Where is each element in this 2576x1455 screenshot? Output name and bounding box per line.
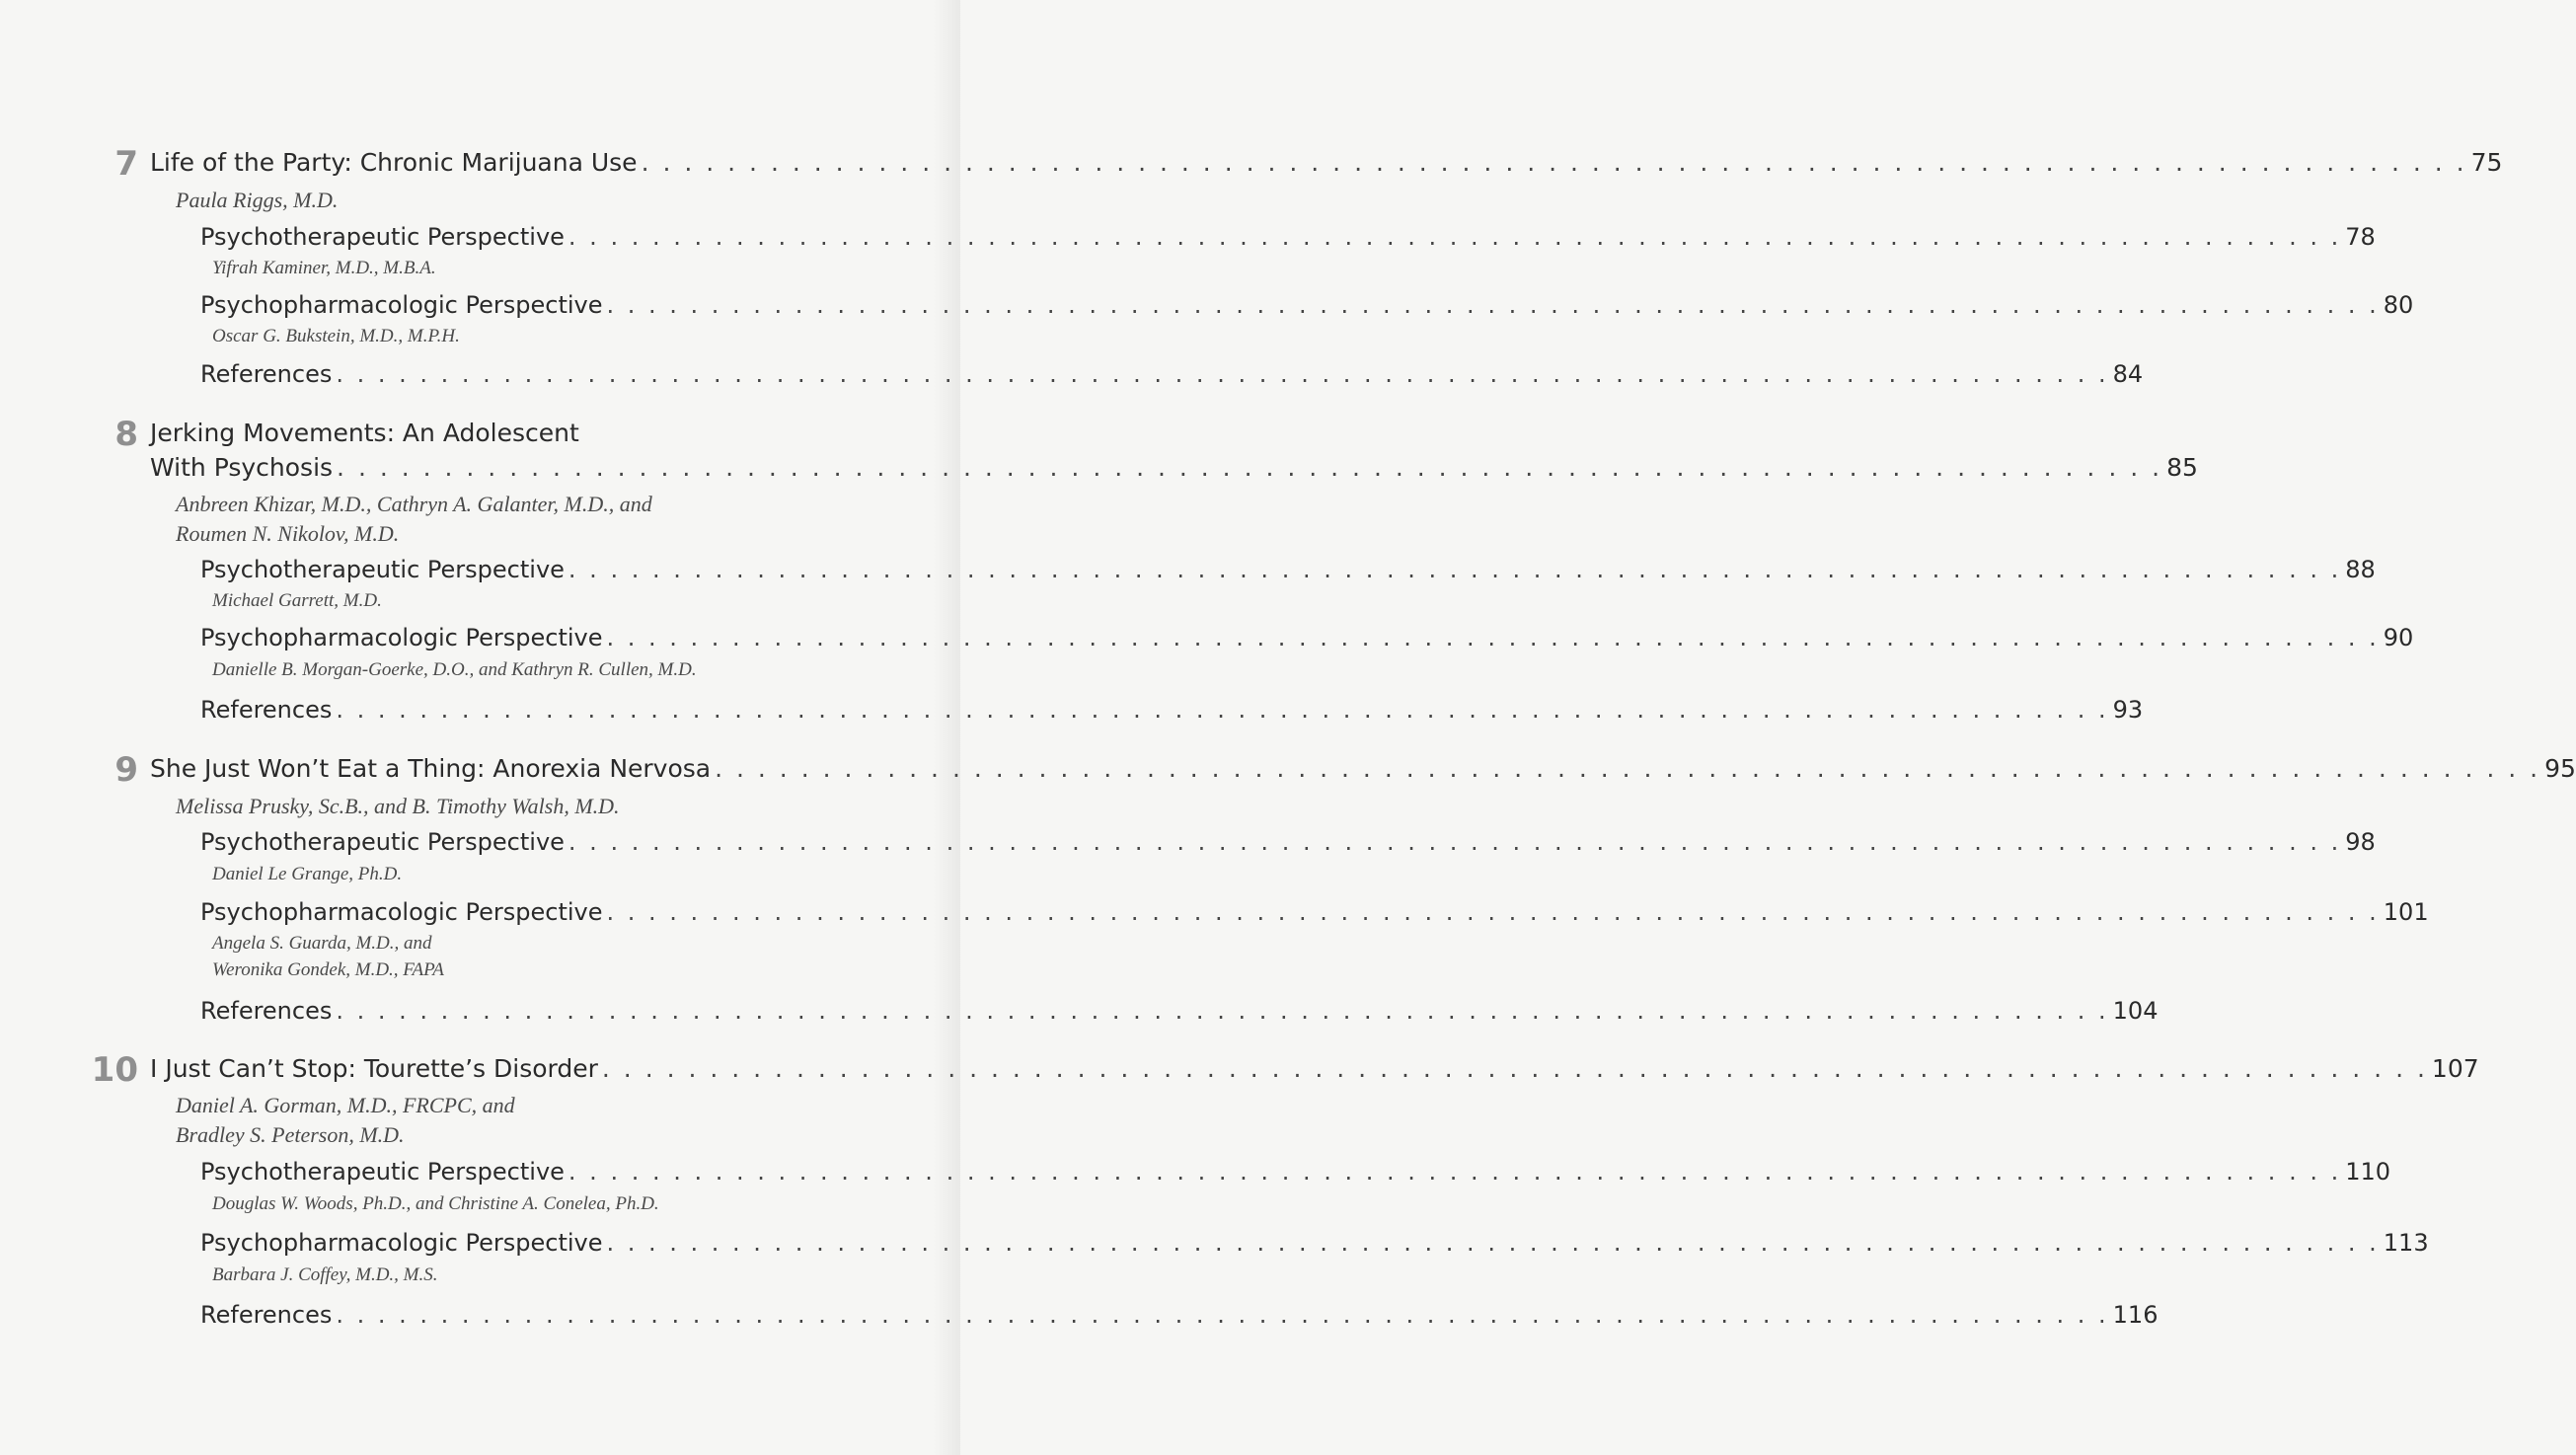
section-page: 78	[2345, 223, 2376, 251]
chapter-10-author: Bradley S. Peterson, M.D.	[176, 1122, 405, 1147]
section-title: Psychopharmacologic Perspective	[200, 1229, 603, 1257]
chapter-8-references-entry[interactable]	[200, 696, 2144, 724]
chapter-9-page: 95	[2544, 754, 2576, 783]
chapter-9-author: Melissa Prusky, Sc.B., and B. Timothy Walsh, M.D.	[176, 794, 620, 818]
dot-leader: . . . . . . . . . . . . . . . . . . . . . . . . . . . . . . . . . . . . . . . . . . . . . . . . . . . . . . . . . . . . . . . . . . . . . . . . . . . . . . . . . . . . .	[606, 1229, 2380, 1257]
dot-leader: . . . . . . . . . . . . . . . . . . . . . . . . . . . . . . . . . . . . . . . . . . . . . . . . . . . . . . . . . . . . . . . . . . . . . . . . . . . . . . . . . . . . .	[715, 754, 2541, 783]
chapter-9-psychotherapeutic-entry[interactable]	[200, 828, 2376, 856]
section-title: References	[200, 1301, 333, 1329]
chapter-10-author: Daniel A. Gorman, M.D., FRCPC, and	[176, 1093, 515, 1117]
section-author: Weronika Gondek, M.D., FAPA	[212, 959, 444, 980]
chapter-9-entry[interactable]	[150, 754, 2576, 783]
section-page: 80	[2383, 291, 2414, 319]
chapter-8-psychopharmacologic-entry[interactable]	[200, 624, 2414, 651]
section-title: References	[200, 696, 333, 724]
section-page: 88	[2345, 556, 2376, 583]
dot-leader: . . . . . . . . . . . . . . . . . . . . . . . . . . . . . . . . . . . . . . . . . . . . . . . . . . . . . . . . . . . . . . . . . . . . . . . . . . . . . . . . . . . . .	[568, 223, 2342, 251]
section-title: References	[200, 997, 333, 1025]
section-title: Psychotherapeutic Perspective	[200, 223, 565, 251]
chapter-7-psychopharmacologic-entry[interactable]	[200, 291, 2414, 319]
chapter-9-references-entry[interactable]	[200, 997, 2159, 1025]
section-author: Daniel Le Grange, Ph.D.	[212, 864, 403, 884]
chapter-8-title-line1[interactable]: Jerking Movements: An Adolescent	[150, 419, 579, 447]
dot-leader: . . . . . . . . . . . . . . . . . . . . . . . . . . . . . . . . . . . . . . . . . . . . . . . . . . . . . . . . . . . . . . . . . . . . . . . . . . . . . . . . . . . . .	[606, 898, 2380, 926]
section-author: Michael Garrett, M.D.	[212, 590, 382, 611]
dot-leader: . . . . . . . . . . . . . . . . . . . . . . . . . . . . . . . . . . . . . . . . . . . . . . . . . . . . . . . . . . . . . . . . . . . . . . . . . . . . . . . . . . . . .	[601, 1054, 2428, 1083]
section-title: Psychotherapeutic Perspective	[200, 828, 565, 856]
section-page: 116	[2112, 1301, 2159, 1329]
chapter-10-psychotherapeutic-entry[interactable]	[200, 1158, 2391, 1186]
chapter-10-references-entry[interactable]	[200, 1301, 2159, 1329]
dot-leader: . . . . . . . . . . . . . . . . . . . . . . . . . . . . . . . . . . . . . . . . . . . . . . . . . . . . . . . . . . . . . . . . . . . . . . . . . . . . . . . . . . . . .	[641, 148, 2467, 177]
chapter-10-psychopharmacologic-entry[interactable]	[200, 1229, 2429, 1257]
section-author: Angela S. Guarda, M.D., and	[212, 933, 432, 954]
section-page: 98	[2345, 828, 2376, 856]
section-author: Danielle B. Morgan-Goerke, D.O., and Kathryn R. Cullen, M.D.	[212, 659, 697, 680]
chapter-7-references-entry[interactable]	[200, 360, 2144, 388]
dot-leader: . . . . . . . . . . . . . . . . . . . . . . . . . . . . . . . . . . . . . . . . . . . . . . . . . . . . . . . . . . . . . . . . . . . . . . . . . . . . . . . . . . . . .	[336, 1301, 2109, 1329]
section-title: Psychopharmacologic Perspective	[200, 291, 603, 319]
chapter-7-number: 7	[114, 144, 138, 184]
section-author: Oscar G. Bukstein, M.D., M.P.H.	[212, 326, 460, 346]
chapter-10-entry[interactable]	[150, 1054, 2479, 1083]
section-author: Yifrah Kaminer, M.D., M.B.A.	[212, 258, 436, 278]
chapter-7-psychotherapeutic-entry[interactable]	[200, 223, 2376, 251]
section-title: References	[200, 360, 333, 388]
chapter-9-title: She Just Won’t Eat a Thing: Anorexia Nervosa	[150, 754, 712, 783]
chapter-7-entry[interactable]	[150, 148, 2503, 177]
chapter-8-author: Roumen N. Nikolov, M.D.	[176, 521, 400, 546]
dot-leader: . . . . . . . . . . . . . . . . . . . . . . . . . . . . . . . . . . . . . . . . . . . . . . . . . . . . . . . . . . . . . . . . . . . . . . . . . . . . . . . . . . . . .	[568, 556, 2342, 583]
chapter-8-entry[interactable]	[150, 453, 2198, 482]
chapter-7-title: Life of the Party: Chronic Marijuana Use	[150, 148, 638, 177]
chapter-8-title-line2: With Psychosis	[150, 453, 334, 482]
section-page: 110	[2345, 1158, 2391, 1186]
section-page: 113	[2383, 1229, 2429, 1257]
section-page: 84	[2112, 360, 2144, 388]
chapter-10-title: I Just Can’t Stop: Tourette’s Disorder	[150, 1054, 598, 1083]
chapter-7-author: Paula Riggs, M.D.	[176, 188, 339, 212]
dot-leader: . . . . . . . . . . . . . . . . . . . . . . . . . . . . . . . . . . . . . . . . . . . . . . . . . . . . . . . . . . . . . . . . . . . . . . . . . . . . . . . . . . . . .	[568, 828, 2342, 856]
section-page: 90	[2383, 624, 2414, 651]
dot-leader: . . . . . . . . . . . . . . . . . . . . . . . . . . . . . . . . . . . . . . . . . . . . . . . . . . . . . . . . . . . . . . . . . . . . . . . . . . . . . . . . . . . . .	[336, 360, 2109, 388]
section-page: 93	[2112, 696, 2144, 724]
section-title: Psychopharmacologic Perspective	[200, 898, 603, 926]
chapter-9-number: 9	[114, 750, 138, 790]
dot-leader: . . . . . . . . . . . . . . . . . . . . . . . . . . . . . . . . . . . . . . . . . . . . . . . . . . . . . . . . . . . . . . . . . . . . . . . . . . . . . . . . . . . . .	[336, 997, 2109, 1025]
dot-leader: . . . . . . . . . . . . . . . . . . . . . . . . . . . . . . . . . . . . . . . . . . . . . . . . . . . . . . . . . . . . . . . . . . . . . . . . . . . . . . . . . . . . .	[336, 696, 2109, 724]
chapter-10-page: 107	[2431, 1054, 2479, 1083]
dot-leader: . . . . . . . . . . . . . . . . . . . . . . . . . . . . . . . . . . . . . . . . . . . . . . . . . . . . . . . . . . . . . . . . . . . . . . . . . . . . . . . . . . . . .	[606, 291, 2380, 319]
section-page: 104	[2112, 997, 2159, 1025]
chapter-7-page: 75	[2470, 148, 2503, 177]
section-title: Psychotherapeutic Perspective	[200, 1158, 565, 1186]
chapter-9-psychopharmacologic-entry[interactable]	[200, 898, 2429, 926]
chapter-8-page: 85	[2166, 453, 2198, 482]
chapter-8-psychotherapeutic-entry[interactable]	[200, 556, 2376, 583]
dot-leader: . . . . . . . . . . . . . . . . . . . . . . . . . . . . . . . . . . . . . . . . . . . . . . . . . . . . . . . . . . . . . . . . . . . . . . . . . . . . . . . . . . . . .	[568, 1158, 2342, 1186]
section-author: Barbara J. Coffey, M.D., M.S.	[212, 1264, 438, 1285]
dot-leader: . . . . . . . . . . . . . . . . . . . . . . . . . . . . . . . . . . . . . . . . . . . . . . . . . . . . . . . . . . . . . . . . . . . . . . . . . . . . . . . . . . . . .	[337, 453, 2163, 482]
chapter-10-number: 10	[91, 1050, 138, 1090]
chapter-8-author: Anbreen Khizar, M.D., Cathryn A. Galanter, M.D., and	[176, 492, 652, 516]
dot-leader: . . . . . . . . . . . . . . . . . . . . . . . . . . . . . . . . . . . . . . . . . . . . . . . . . . . . . . . . . . . . . . . . . . . . . . . . . . . . . . . . . . . . .	[606, 624, 2380, 651]
section-title: Psychopharmacologic Perspective	[200, 624, 603, 651]
section-author: Douglas W. Woods, Ph.D., and Christine A. Conelea, Ph.D.	[212, 1193, 659, 1214]
chapter-8-number: 8	[114, 415, 138, 454]
section-page: 101	[2383, 898, 2429, 926]
section-title: Psychotherapeutic Perspective	[200, 556, 565, 583]
